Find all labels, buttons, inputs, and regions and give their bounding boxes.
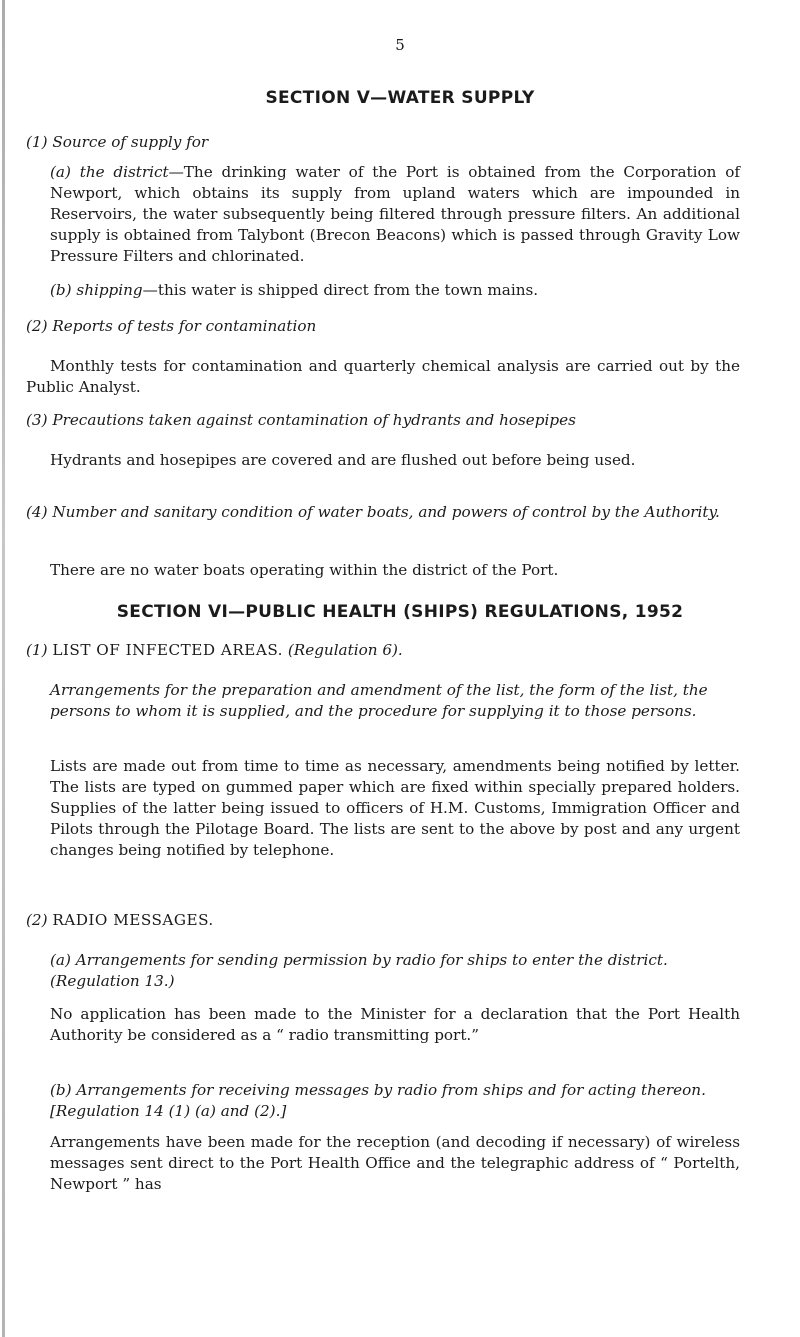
sub-label: (b) xyxy=(50,281,72,299)
item-6-2-heading xyxy=(26,910,746,931)
item-1a-paragraph xyxy=(50,162,740,267)
item-title: RADIO MESSAGES. xyxy=(52,911,214,929)
paragraph-text: —The drinking water of the Port is obtained from the Corporation of Newport, which obtains its supply from upland waters which are impounded in Reservoirs, the water subsequently being filtered through pressure filters. An additional supply is obtained from Talybont (Brecon Beacons) which is passed through Gravity Low Pressure Filters and chlorinated. xyxy=(50,163,741,265)
item-title: Precautions taken against contamination of hydrants and hosepipes xyxy=(52,411,576,429)
item-3-heading xyxy=(26,410,756,431)
item-title: Reports of tests for contamination xyxy=(52,317,317,335)
item-title: Source of supply for xyxy=(52,133,209,151)
item-label: (3) xyxy=(26,411,48,429)
page-number: 5 xyxy=(395,36,405,54)
item-6-1-subtitle: Arrangements for the preparation and amendment of the list, the form of the list, the persons to whom it is supplied, and the procedure for supplying it to those persons. xyxy=(50,681,708,720)
sub-label: (b) xyxy=(50,1081,72,1099)
item-4-paragraph: There are no water boats operating within the district of the Port. xyxy=(50,561,559,579)
item-2-heading xyxy=(26,316,746,337)
regulation-ref: (Regulation 6). xyxy=(287,641,403,659)
item-label: (1) xyxy=(26,641,48,659)
sub-title: shipping xyxy=(76,281,143,299)
item-6-1-paragraph: Lists are made out from time to time as necessary, amendments being notified by letter. The lists are typed on gummed paper which are fixed within specially prepared holders. Supplies of the latter being issued to officers of H.M. Customs, Immigration Officer and Pilots through the Pilotage Board. The lists are sent to the above by post and any urgent changes being notified by telephone. xyxy=(50,757,740,859)
item-label: (4) xyxy=(26,503,48,521)
item-label: (1) xyxy=(26,133,48,151)
sub-label: (a) xyxy=(50,163,71,181)
item-6-2b-paragraph: Arrangements have been made for the reception (and decoding if necessary) of wireless messages sent direct to the Port Health Office and the telegraphic address of “ Portelth, Newport ” has xyxy=(50,1133,740,1193)
page-binding-edge xyxy=(2,0,5,1337)
item-1-heading xyxy=(26,132,746,153)
sub-title: Arrangements for sending permission by radio for ships to enter the district. (Regulation 13.) xyxy=(50,951,668,990)
item-label: (2) xyxy=(26,317,48,335)
item-label: (2) xyxy=(26,911,48,929)
section-6-heading: SECTION VI—PUBLIC HEALTH (SHIPS) REGULATIONS, 1952 xyxy=(116,602,684,622)
item-6-2b-subtitle xyxy=(50,1080,740,1122)
sub-label: (a) xyxy=(50,951,71,969)
item-4-heading xyxy=(26,502,768,523)
item-6-2a-paragraph: No application has been made to the Minister for a declaration that the Port Health Authority be considered as a “ radio transmitting port.” xyxy=(50,1005,740,1044)
item-3-paragraph: Hydrants and hosepipes are covered and are flushed out before being used. xyxy=(50,451,636,469)
item-1b-paragraph xyxy=(50,280,740,301)
sub-title: the district xyxy=(79,163,169,181)
item-title: Number and sanitary condition of water boats, and powers of control by the Authority. xyxy=(52,503,720,521)
item-title: LIST OF INFECTED AREAS. xyxy=(52,641,284,659)
item-2-paragraph: Monthly tests for contamination and quarterly chemical analysis are carried out by the Public Analyst. xyxy=(26,357,740,396)
paragraph-text: —this water is shipped direct from the town mains. xyxy=(142,281,539,299)
section-5-heading: SECTION V—WATER SUPPLY xyxy=(265,88,535,108)
item-6-2a-subtitle xyxy=(50,950,740,992)
item-6-1-heading xyxy=(26,640,746,661)
sub-title: Arrangements for receiving messages by radio from ships and for acting thereon. [Regulation 14 (1) (a) and (2).] xyxy=(50,1081,706,1120)
